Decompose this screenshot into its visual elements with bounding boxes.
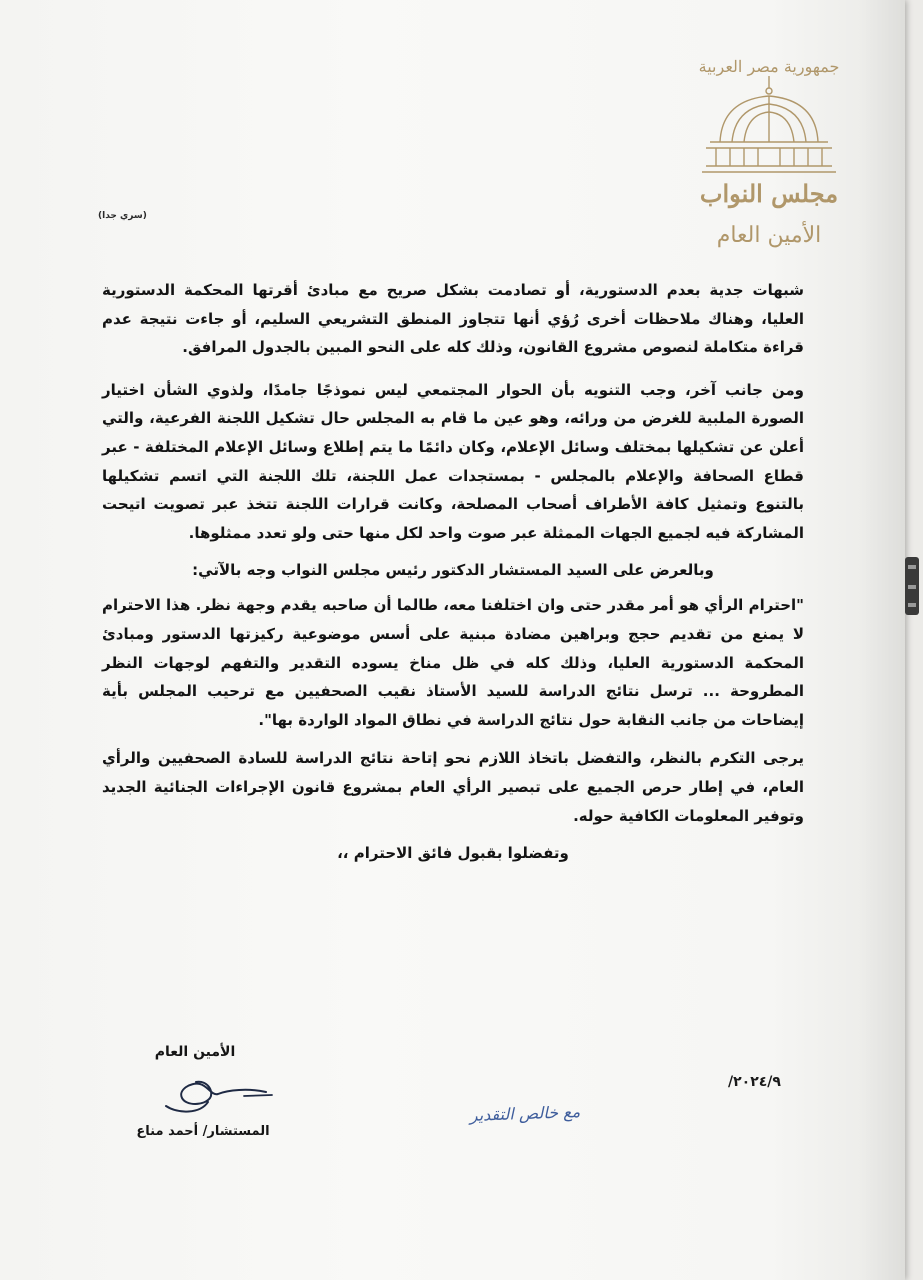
closing-salutation: وتفضلوا بقبول فائق الاحترام ،، — [337, 844, 569, 863]
page-edge-shadow — [860, 0, 905, 1280]
letterhead-country: جمهورية مصر العربية — [698, 57, 840, 76]
paragraph-community-dialogue: ومن جانب آخر، وجب التنويه بأن الحوار المجتمعي ليس نموذجًا جامدًا، ولذوي الشأن اختيار الصورة الملبية للغرض من ورائه، وهو عين ما قام به المجلس حال تشكيل اللجنة الفرعية، والتي أعلن عن تشكيلها بمختلف وسائل الإعلام، وكان دائمًا ما يتم إطلاع وسائل الإعلام المختلفة - عبر قطاع الصحافة والإعلام بالمجلس - بمستجدات عمل اللجنة، تلك اللجنة التي اتسم تشكيلها بالتنوع وتمثيل كافة الأطراف أصحاب المصلحة، وكانت قرارات اللجنة تتخذ عبر تصويت اتيحت المشاركة فيه لجميع الجهات الممثلة عبر صوت واحد لكل منها حتى ولو تعدد ممثلوها. — [102, 380, 804, 542]
binder-clip-icon — [903, 555, 923, 617]
letterhead-institution: مجلس النواب — [699, 179, 839, 208]
signatory-name: المستشار/ أحمد مناع — [136, 1124, 270, 1139]
classification-label: (سري جدا) — [98, 211, 147, 221]
handwritten-signature — [148, 1062, 278, 1118]
signatory-title: الأمين العام — [154, 1044, 236, 1060]
parliament-letterhead-logo — [680, 42, 858, 257]
paragraph-constitutionality: شبهات جدية بعدم الدستورية، أو تصادمت بشكل صريح مع مبادئ أقرتها المحكمة الدستورية العليا، وهناك ملاحظات أخرى رُؤي أنها تتجاوز المنطق التشريعي السليم، أو جاءت نتيجة عدم قراءة متكاملة لنصوص مشروع القانون، وذلك كله على النحو المبين بالجدول المرافق. — [102, 281, 804, 357]
letterhead-office: الأمين العام — [716, 223, 822, 248]
dome-emblem-icon — [702, 76, 836, 172]
letter-date: ٢٠٢٤/٩/ — [728, 1074, 781, 1090]
paragraph-request: يرجى التكرم بالنظر، والتفضل باتخاذ اللازم نحو إتاحة نتائج الدراسة للسادة الصحفيين والرأي العام، في إطار حرص الجميع على تبصير الرأي العام بمشروع قانون الإجراءات الجنائية الجديد وتوفير المعلومات الكافية حوله. — [102, 749, 804, 825]
directive-heading: وبالعرض على السيد المستشار الدكتور رئيس مجلس النواب وجه بالآتي: — [192, 561, 714, 580]
handwritten-regards-note: مع خالص التقدير — [469, 1102, 581, 1125]
speaker-quote: "احترام الرأي هو أمر مقدر حتى وان اختلفنا معه، طالما أن صاحبه يقدم وجهة نظر. هذا الاحترام لا يمنع من تقديم حجج وبراهين مضادة مبنية على أسس موضوعية ركيزتها الدستور ومبادئ المحكمة الدستورية العليا، وذلك كله في ظل مناخ يسوده التقدير والتفهم لوجهات النظر المطروحة ... ترسل نتائج الدراسة للسيد الأستاذ نقيب الصحفيين مع ترحيب المجلس بأية إيضاحات من جانب النقابة حول نتائج الدراسة في نطاق المواد الواردة بها". — [102, 596, 804, 729]
letter-body — [102, 276, 804, 862]
